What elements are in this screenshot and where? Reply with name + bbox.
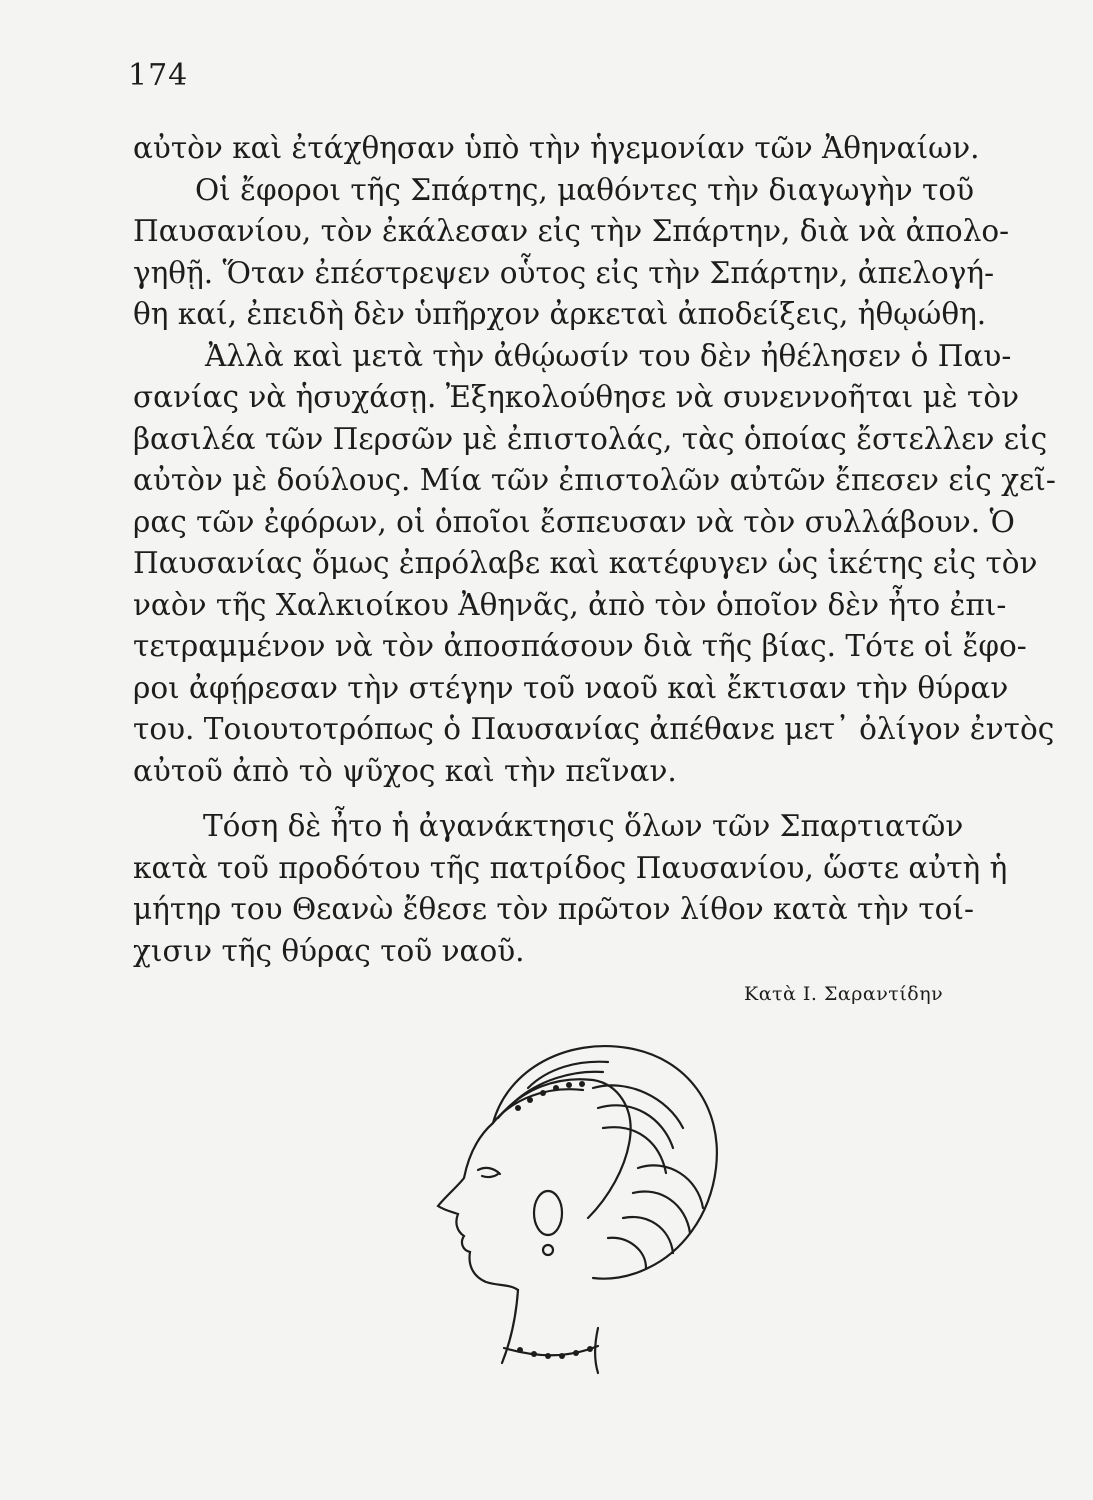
text-line: ρας τῶν ἐφόρων, οἱ ὁποῖοι ἔσπευσαν νὰ τὸν συλλάβουν. Ὁ	[133, 504, 1015, 539]
text-line: τετραμμένον νὰ τὸν ἀποσπάσουν διὰ τῆς βίας. Τότε οἱ ἔφο-	[133, 629, 1027, 663]
body-text	[133, 128, 1056, 972]
text-line: αὐτοῦ ἀπὸ τὸ ψῦχος καὶ τὴν πεῖναν.	[133, 753, 677, 788]
text-line: βασιλέα τῶν Περσῶν μὲ ἐπιστολάς, τὰς ὁποίας ἔστελλεν εἰς	[133, 421, 1048, 456]
text-line: χισιν τῆς θύρας τοῦ ναοῦ.	[133, 933, 525, 968]
attribution-caption: Κατὰ Ι. Σαραντίδην	[744, 983, 944, 1005]
text-line: μήτηρ του Θεανὼ ἔθεσε τὸν πρῶτον λίθον κατὰ τὴν τοί-	[133, 892, 974, 926]
page-number: 174	[128, 58, 189, 93]
text-line: αὐτὸν καὶ ἐτάχθησαν ὑπὸ τὴν ἡγεμονίαν τῶν Ἀθηναίων.	[133, 131, 980, 165]
text-line: Παυσανίου, τὸν ἐκάλεσαν εἰς τὴν Σπάρτην, διὰ νὰ ἀπολο-	[133, 214, 1010, 248]
text-line: κατὰ τοῦ προδότου τῆς πατρίδος Παυσανίου, ὥστε αὐτὴ ἡ	[133, 850, 1008, 885]
text-line: ροι ἀφῄρεσαν τὴν στέγην τοῦ ναοῦ καὶ ἔκτισαν τὴν θύραν	[133, 670, 1009, 705]
text-line: ναὸν τῆς Χαλκιοίκου Ἀθηνᾶς, ἀπὸ τὸν ὁποῖον δὲν ἦτο ἐπι-	[133, 587, 1007, 622]
text-line: σανίας νὰ ἡσυχάσῃ. Ἐξηκολούθησε νὰ συνεννοῆται μὲ τὸν	[133, 380, 1020, 414]
text-line: του. Τοιουτοτρόπως ὁ Παυσανίας ἀπέθανε μετ᾽ ὀλίγον ἐντὸς	[133, 712, 1055, 746]
paragraph-start-line: Οἱ ἔφοροι τῆς Σπάρτης, μαθόντες τὴν διαγωγὴν τοῦ	[195, 172, 975, 207]
woman-profile-illustration	[398, 1028, 728, 1378]
text-line: θη καί, ἐπειδὴ δὲν ὑπῆρχον ἀρκεταὶ ἀποδείξεις, ἠθῳώθη.	[133, 297, 987, 331]
text-line: γηθῇ. Ὅταν ἐπέστρεψεν οὗτος εἰς τὴν Σπάρτην, ἀπελογή-	[133, 255, 995, 290]
text-line: αὐτὸν μὲ δούλους. Μία τῶν ἐπιστολῶν αὐτῶν ἔπεσεν εἰς χεῖ-	[133, 463, 1056, 497]
paragraph-start-line: Ἀλλὰ καὶ μετὰ τὴν ἀθῴωσίν του δὲν ἠθέλησεν ὁ Παυ-	[205, 338, 1012, 373]
text-line: Παυσανίας ὅμως ἐπρόλαβε καὶ κατέφυγεν ὡς ἱκέτης εἰς τὸν	[133, 546, 1038, 580]
paragraph-start-line: Τόση δὲ ἦτο ἡ ἀγανάκτησις ὅλων τῶν Σπαρτιατῶν	[203, 809, 964, 843]
